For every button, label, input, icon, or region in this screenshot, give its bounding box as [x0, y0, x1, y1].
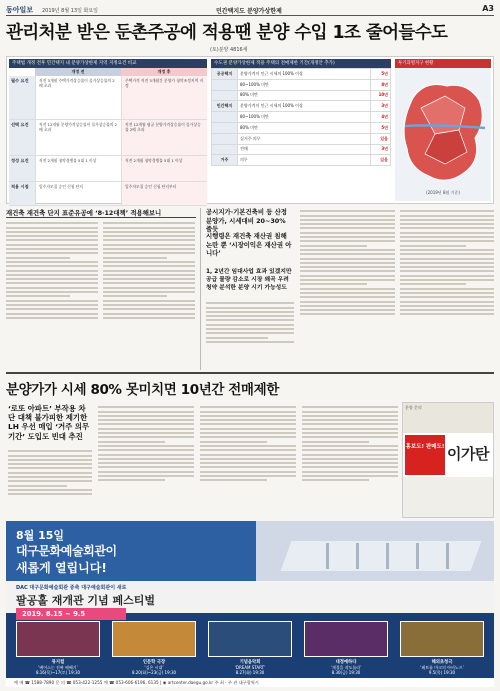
comparison-table-title: 주택법 개정 전후 민간택지 내 분양가상한제 지역 지정요건 비교	[9, 59, 207, 68]
ad-brand-name: 이가탄	[447, 445, 489, 463]
poster-image[interactable]	[400, 621, 484, 657]
advertisement[interactable]	[402, 402, 494, 518]
article-column	[302, 404, 398, 518]
table-row: 80% 미만 5년	[212, 122, 391, 133]
main-headline: 관리처분 받은 둔촌주공에 적용땐 분양 수입 1조 줄어들수도	[6, 23, 448, 43]
show-caption: 뮤지컬 ‘베어스는 진짜 배째기’ 8.16(목)~17(토) 19:30	[35, 660, 81, 675]
speculation-zone-map	[395, 59, 491, 201]
article-column	[400, 208, 494, 368]
poster-image[interactable]	[16, 621, 100, 657]
seoul-map-graphic	[395, 68, 491, 201]
table-row: 실거주 의무 있음	[212, 133, 391, 144]
headline-byline: (토)분양 4816세	[210, 47, 248, 53]
article-column	[300, 208, 395, 368]
comparison-table-header	[9, 68, 207, 76]
show-caption: 대정예하다 ‘재경을 작도를라’ 8.30(금) 19:30	[330, 660, 362, 675]
column-pullquote: 시행령은 재건축 재산권 침해 논란 뿐 ‘시장이익은 재산권 아니다’	[206, 232, 292, 258]
ad-date: 8월 15일	[16, 529, 65, 542]
map-caption: (2019년 8월 기준)	[426, 190, 460, 195]
table-row: 필수 요건 직전 3개월 주택가격상승률이 물가상승률의 2배 초과 주택가격 직전 3개월간 분양가 청약조정지역 지정	[9, 76, 207, 120]
table-row: 공공택지 분양가격이 인근 시세의 100% 이상 5년	[212, 69, 391, 80]
table-row: 거주 의무 있음	[212, 155, 391, 166]
article-column	[200, 404, 296, 518]
concert-hall-advertisement[interactable]	[6, 521, 494, 687]
table-row: 전매 3년	[212, 144, 391, 155]
show-posters	[6, 621, 494, 659]
masthead	[6, 4, 494, 16]
map-title: 투기과열지구 현황	[395, 59, 491, 68]
resale-restriction-table	[211, 59, 391, 201]
festival-period: 2019. 8.15 ~ 9.5	[16, 608, 126, 620]
newspaper-logo: 동아일보	[6, 5, 34, 14]
article-column	[103, 220, 195, 368]
ad-contact-footer: 예 매 ☎ 1588-7890 문 의 ☎ 053-422-1255 예 ☎ 053-606-6196, 6135 | ◉ artcenter.daegu.go.kr 주 최 · 주 관 대구광역시	[6, 678, 494, 687]
column-divider	[200, 208, 201, 370]
table-row: 80~100% 미만 8년	[212, 79, 391, 90]
ad-title-line1: 대구문화예술회관이	[16, 544, 117, 558]
poster-image[interactable]	[112, 621, 196, 657]
ad-dac-line: DAC 대구문화예술회관 증축 대구예술회관이 새로	[16, 585, 127, 591]
comparison-table	[9, 59, 207, 201]
resale-table	[211, 68, 391, 166]
column-subhead-2: 1, 2년간 임대사업 효과 있겠지만 공급 물량 감소로 시장 왜곡 우려 청약 분석한 분양 시기 가능성도	[206, 269, 292, 291]
table-row: 선택 요건 직전 12개월 분양가격상승률이 물가상승률의 2배 초과 직전 12개월 평균 분양가격상승률이 물가상승률 2배 초과	[9, 120, 207, 156]
article-subhead: 재건축 재건축 단지 표준유공에 ‘8·12대책’ 적용해보니	[6, 209, 162, 217]
issue-date: 2019년 8월 13일 화요일	[42, 8, 99, 14]
show-captions	[6, 660, 494, 675]
show-caption: 기념음악회 ‘DREAM START’ 8.27(화) 19:30	[234, 660, 266, 675]
poster-image[interactable]	[208, 621, 292, 657]
show-caption: 해외초청극 ‘페트롤 마크의 아비노프’ 9.5(목) 19:30	[420, 660, 464, 675]
article-column	[98, 404, 194, 518]
page-number: A3	[482, 4, 494, 13]
section-title: 민간택지도 분양가상한제	[216, 8, 282, 15]
festival-title: 팔공홀 재개관 기념 페스티벌	[16, 594, 155, 607]
building-illustration	[256, 521, 494, 583]
show-caption: 인문학 극장 ‘김은 시대’ 8.20(화)~23(금) 19:30	[131, 660, 177, 675]
table-row: 적용 시점 입주자모집 승인 신청 단지 입주자모집 승인 신청 단지부터	[9, 182, 207, 206]
ad-top-text: 분양 문의	[403, 403, 493, 433]
second-pullquote: ‘로또 아파트’ 부작용 차단 대책 불가피한 제기한 LH 우선 매입 ‘거주 의무기간’ 도입도 빈대 추진	[8, 404, 90, 441]
col-after: 개정 후	[121, 68, 207, 76]
article-column	[8, 448, 92, 518]
table-row: 정성 요건 직전 2개월 청약경쟁률 5대 1 이상 직전 2개월 청약경쟁률 5대 1 이상	[9, 156, 207, 182]
section-divider	[6, 372, 494, 374]
divider	[6, 217, 196, 218]
table-row: 80~100% 미만 4년	[212, 112, 391, 123]
infographic	[6, 56, 494, 204]
table-row: 민간택지 분양가격이 인근 시세의 100% 이상 3년	[212, 101, 391, 112]
ad-title-line2: 새롭게 열립니다!	[16, 561, 107, 575]
column-subhead: 공시지가·기본건축비 등 산정 분양가, 시세대비 20~30% 줄듯	[206, 208, 287, 234]
ad-red-badge: 홍보도! 판매도!	[405, 435, 445, 475]
ad-product-image	[403, 477, 493, 517]
article-column	[6, 220, 98, 368]
resale-table-title: 수도권 분양가상한제 적용 주택의 전매제한 기간(개정안 추가)	[211, 59, 391, 68]
second-headline: 분양가가 시세 80% 못미치면 10년간 전매제한	[6, 382, 279, 398]
table-row: 80% 미만 10년	[212, 90, 391, 101]
col-before: 개정 전	[35, 68, 121, 76]
article-column	[206, 300, 294, 368]
poster-image[interactable]	[304, 621, 388, 657]
